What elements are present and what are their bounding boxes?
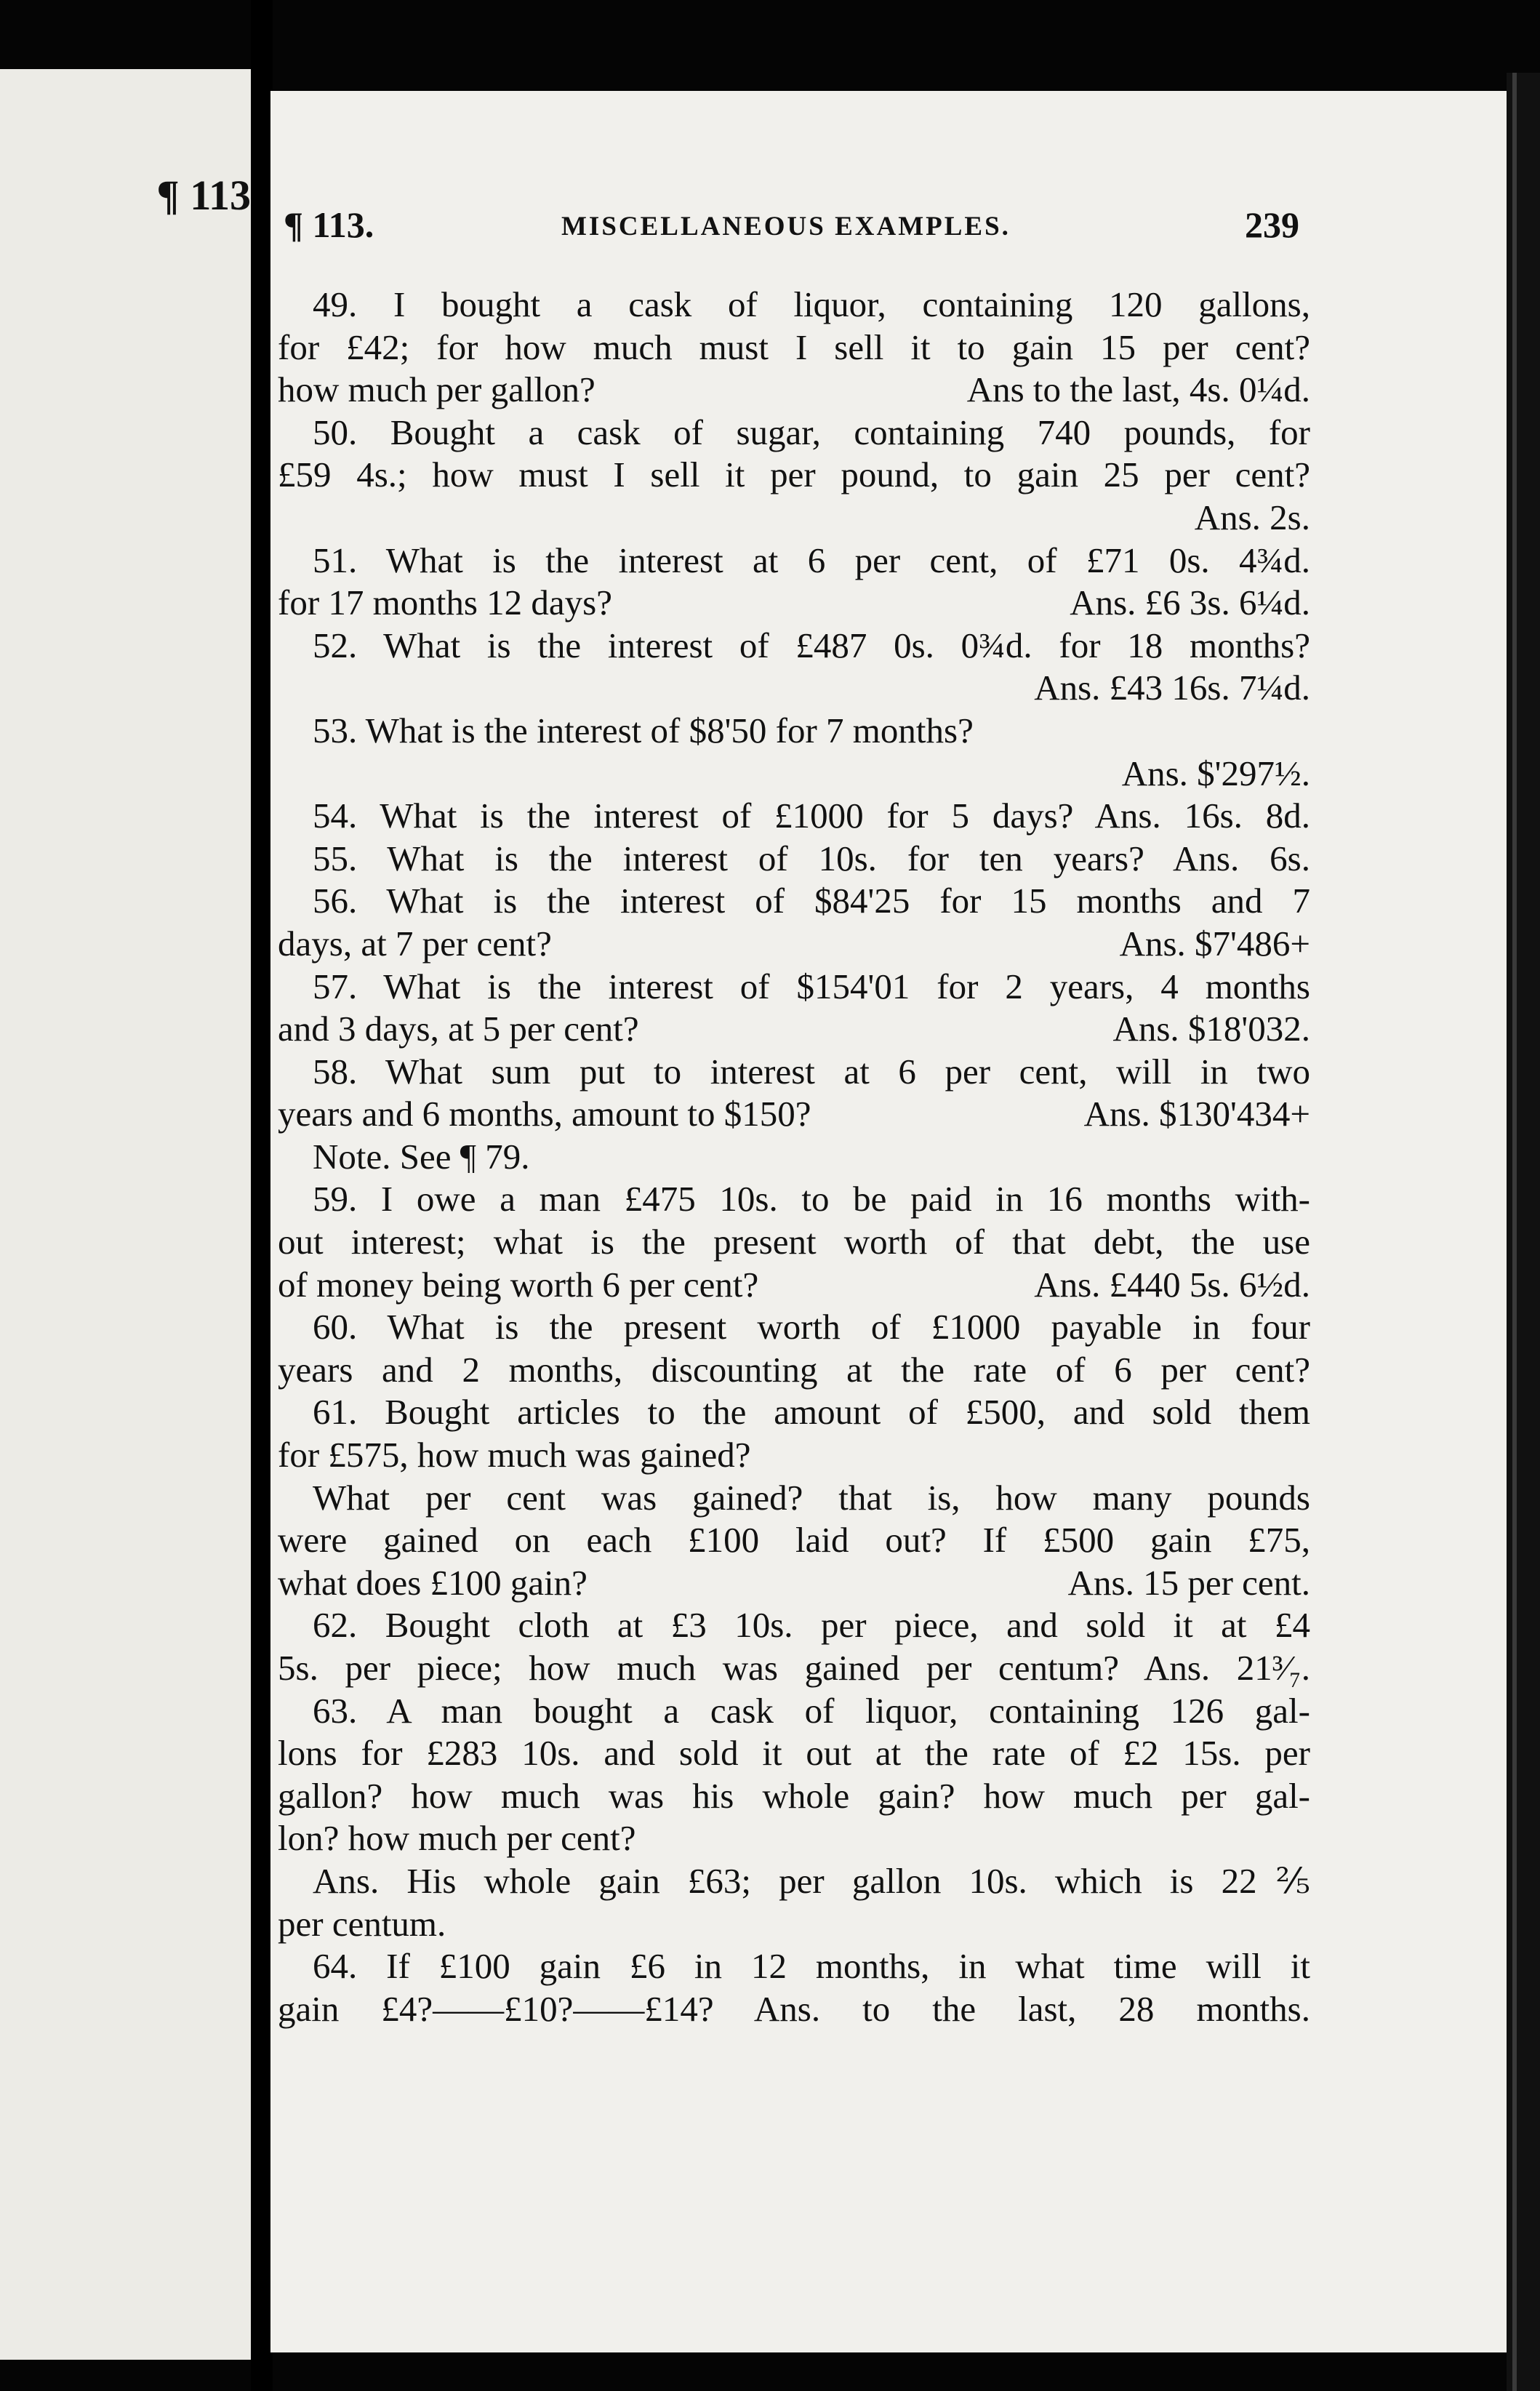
facing-page	[0, 69, 251, 2360]
text-line: what does £100 gain? Ans. 15 per cent.	[278, 1562, 1310, 1605]
answer-text: Ans. $18'032.	[1112, 1009, 1310, 1049]
book-gutter	[251, 0, 273, 2391]
section-mark: ¶ 113.	[284, 204, 374, 245]
text-line: of money being worth 6 per cent? Ans. £440 5s. 6½d.	[278, 1264, 1310, 1307]
answer-text: Ans. £43 16s. 7¼d.	[1034, 668, 1310, 708]
text-line: 59. I owe a man £475 10s. to be paid in 16 months with-	[313, 1179, 1310, 1219]
answer-text: Ans. £6 3s. 6¼d.	[1070, 582, 1310, 623]
page-edge	[1507, 73, 1540, 2391]
text-line: per centum.	[278, 1903, 446, 1944]
text-line: gain £4?——£10?——£14? Ans. to the last, 28 months.	[278, 1988, 1310, 2029]
text-line: Ans. His whole gain £63; per gallon 10s. which is 22⅖	[313, 1860, 1310, 1901]
page-body	[278, 284, 1310, 2030]
answer-text: Ans. $130'434+	[1083, 1094, 1310, 1134]
text-line: 58. What sum put to interest at 6 per cent, will in two	[313, 1051, 1310, 1092]
text-line: for £575, how much was gained?	[278, 1435, 751, 1475]
text-line: 49. I bought a cask of liquor, containing 120 gallons,	[313, 284, 1310, 324]
text-line	[278, 753, 1310, 796]
text-line: £59 4s.; how must I sell it per pound, to gain 25 per cent?	[278, 454, 1310, 495]
text-line: 53. What is the interest of $8'50 for 7 months?	[313, 710, 974, 750]
text-line: lons for £283 10s. and sold it out at the rate of £2 15s. per	[278, 1733, 1310, 1774]
text-line: for £42; for how much must I sell it to gain 15 per cent?	[278, 327, 1310, 367]
text-line: and 3 days, at 5 per cent? Ans. $18'032.	[278, 1008, 1310, 1051]
text-line: 51. What is the interest at 6 per cent, of £71 0s. 4¾d.	[313, 540, 1310, 580]
text-line: 60. What is the present worth of £1000 payable in four	[313, 1307, 1310, 1347]
text-line: 62. Bought cloth at £3 10s. per piece, and sold it at £4	[313, 1605, 1310, 1646]
page-number: 239	[1245, 204, 1299, 245]
running-title: MISCELLANEOUS EXAMPLES.	[561, 212, 1011, 241]
text-line: 5s. per piece; how much was gained per centum? Ans. 21³⁄₇.	[278, 1648, 1310, 1688]
text-line	[278, 667, 1310, 710]
text-line: 64. If £100 gain £6 in 12 months, in what time will it	[313, 1946, 1310, 1987]
text-line: 50. Bought a cask of sugar, containing 740 pounds, for	[313, 412, 1310, 452]
answer-text: Ans. $7'486+	[1119, 923, 1310, 964]
answer-text: Ans. 15 per cent.	[1067, 1562, 1310, 1603]
answer-text: Ans. 2s.	[1194, 497, 1310, 537]
text-line: out interest; what is the present worth of that debt, the use	[278, 1222, 1310, 1262]
page-header	[270, 204, 1299, 255]
text-line: What per cent was gained? that is, how many pounds	[313, 1477, 1310, 1518]
text-line: gallon? how much was his whole gain? how much per gal-	[278, 1775, 1310, 1816]
answer-text: Ans to the last, 4s. 0¼d.	[966, 369, 1310, 410]
answer-text: Ans. $'297½.	[1121, 753, 1310, 793]
text-line: Note. See ¶ 79.	[313, 1136, 530, 1177]
text-line: years and 2 months, discounting at the rate of 6 per cent?	[278, 1349, 1310, 1390]
text-line: 56. What is the interest of $84'25 for 15 months and 7	[313, 881, 1310, 921]
text-line	[278, 497, 1310, 540]
answer-text: Ans. £440 5s. 6½d.	[1034, 1264, 1310, 1305]
text-line: 54. What is the interest of £1000 for 5 days? Ans. 16s. 8d.	[313, 796, 1310, 836]
text-line: 57. What is the interest of $154'01 for 2 years, 4 months	[313, 966, 1310, 1006]
text-line: were gained on each £100 laid out? If £500 gain £75,	[278, 1520, 1310, 1561]
text-line: 61. Bought articles to the amount of £500, and sold them	[313, 1392, 1310, 1433]
text-line: lon? how much per cent?	[278, 1818, 636, 1859]
text-line: days, at 7 per cent? Ans. $7'486+	[278, 923, 1310, 966]
text-line: 52. What is the interest of £487 0s. 0¾d. for 18 months?	[313, 625, 1310, 665]
text-line: 63. A man bought a cask of liquor, containing 126 gal-	[313, 1690, 1310, 1731]
book-page	[270, 91, 1507, 2352]
text-line: how much per gallon? Ans to the last, 4s. 0¼d.	[278, 369, 1310, 412]
text-line: years and 6 months, amount to $150? Ans. $130'434+	[278, 1093, 1310, 1136]
facing-page-header: ¶ 113	[156, 172, 251, 219]
text-line: for 17 months 12 days? Ans. £6 3s. 6¼d.	[278, 582, 1310, 625]
text-line: 55. What is the interest of 10s. for ten years? Ans. 6s.	[313, 838, 1310, 878]
